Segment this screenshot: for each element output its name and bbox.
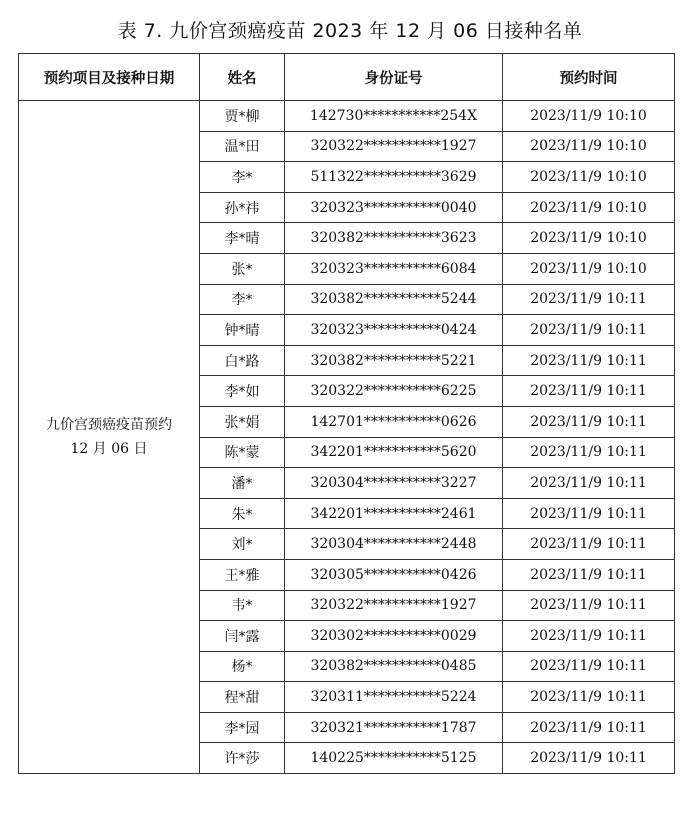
- appointment-time-cell: 2023/11/9 10:11: [503, 682, 675, 713]
- appointment-time-cell: 2023/11/9 10:11: [503, 498, 675, 529]
- id-number-cell: 320382***********3623: [285, 223, 503, 254]
- name-cell: 王*雅: [200, 559, 285, 590]
- vaccination-roster-table: [18, 53, 675, 774]
- name-cell: 孙*祎: [200, 192, 285, 223]
- appointment-time-cell: 2023/11/9 10:10: [503, 131, 675, 162]
- header-row: [19, 54, 675, 101]
- table-title: 表 7. 九价宫颈癌疫苗 2023 年 12 月 06 日接种名单: [117, 20, 583, 42]
- id-number-cell: 320322***********1927: [285, 131, 503, 162]
- appointment-time-cell: 2023/11/9 10:11: [503, 315, 675, 346]
- project-date-line: 12 月 06 日: [70, 441, 148, 458]
- appointment-time-cell: 2023/11/9 10:11: [503, 743, 675, 774]
- id-number-cell: 142730***********254X: [285, 101, 503, 132]
- appointment-time-cell: 2023/11/9 10:10: [503, 223, 675, 254]
- name-cell: 许*莎: [200, 743, 285, 774]
- id-number-cell: 140225***********5125: [285, 743, 503, 774]
- name-cell: 杨*: [200, 651, 285, 682]
- id-number-cell: 320322***********1927: [285, 590, 503, 621]
- project-date-cell: [19, 101, 200, 774]
- appointment-time-cell: 2023/11/9 10:10: [503, 192, 675, 223]
- id-number-cell: 320322***********6225: [285, 376, 503, 407]
- id-number-cell: 342201***********5620: [285, 437, 503, 468]
- id-number-cell: 320323***********0040: [285, 192, 503, 223]
- name-cell: 闫*露: [200, 621, 285, 652]
- id-number-cell: 320382***********5244: [285, 284, 503, 315]
- name-cell: 陈*蒙: [200, 437, 285, 468]
- name-cell: 李*晴: [200, 223, 285, 254]
- table-body: [19, 101, 675, 774]
- project-date-line: 九价宫颈癌疫苗预约: [46, 417, 172, 434]
- appointment-time-cell: 2023/11/9 10:11: [503, 406, 675, 437]
- id-number-cell: 511322***********3629: [285, 162, 503, 193]
- name-cell: 白*路: [200, 345, 285, 376]
- name-cell: 温*田: [200, 131, 285, 162]
- appointment-time-cell: 2023/11/9 10:11: [503, 345, 675, 376]
- name-cell: 刘*: [200, 529, 285, 560]
- id-number-cell: 320302***********0029: [285, 621, 503, 652]
- appointment-time-cell: 2023/11/9 10:11: [503, 712, 675, 743]
- name-cell: 李*园: [200, 712, 285, 743]
- appointment-time-cell: 2023/11/9 10:10: [503, 253, 675, 284]
- appointment-time-cell: 2023/11/9 10:11: [503, 468, 675, 499]
- id-number-cell: 320304***********3227: [285, 468, 503, 499]
- appointment-time-cell: 2023/11/9 10:11: [503, 651, 675, 682]
- id-number-cell: 142701***********0626: [285, 406, 503, 437]
- column-header-appointment-time: 预约时间: [503, 54, 675, 101]
- appointment-time-cell: 2023/11/9 10:11: [503, 621, 675, 652]
- appointment-time-cell: 2023/11/9 10:11: [503, 376, 675, 407]
- column-header-id-number: 身份证号: [285, 54, 503, 101]
- appointment-time-cell: 2023/11/9 10:11: [503, 590, 675, 621]
- id-number-cell: 320323***********0424: [285, 315, 503, 346]
- appointment-time-cell: 2023/11/9 10:11: [503, 559, 675, 590]
- id-number-cell: 320321***********1787: [285, 712, 503, 743]
- id-number-cell: 320382***********0485: [285, 651, 503, 682]
- appointment-time-cell: 2023/11/9 10:11: [503, 529, 675, 560]
- id-number-cell: 320323***********6084: [285, 253, 503, 284]
- name-cell: 程*甜: [200, 682, 285, 713]
- column-header-project-date: 预约项目及接种日期: [19, 54, 200, 101]
- name-cell: 张*: [200, 253, 285, 284]
- appointment-time-cell: 2023/11/9 10:11: [503, 437, 675, 468]
- id-number-cell: 320305***********0426: [285, 559, 503, 590]
- id-number-cell: 320304***********2448: [285, 529, 503, 560]
- name-cell: 贾*柳: [200, 101, 285, 132]
- name-cell: 钟*晴: [200, 315, 285, 346]
- name-cell: 张*娟: [200, 406, 285, 437]
- appointment-time-cell: 2023/11/9 10:11: [503, 284, 675, 315]
- appointment-time-cell: 2023/11/9 10:10: [503, 101, 675, 132]
- column-header-name: 姓名: [200, 54, 285, 101]
- name-cell: 李*: [200, 162, 285, 193]
- name-cell: 李*如: [200, 376, 285, 407]
- name-cell: 李*: [200, 284, 285, 315]
- table-row: [19, 101, 675, 132]
- name-cell: 朱*: [200, 498, 285, 529]
- id-number-cell: 342201***********2461: [285, 498, 503, 529]
- id-number-cell: 320382***********5221: [285, 345, 503, 376]
- appointment-time-cell: 2023/11/9 10:10: [503, 162, 675, 193]
- id-number-cell: 320311***********5224: [285, 682, 503, 713]
- name-cell: 潘*: [200, 468, 285, 499]
- name-cell: 韦*: [200, 590, 285, 621]
